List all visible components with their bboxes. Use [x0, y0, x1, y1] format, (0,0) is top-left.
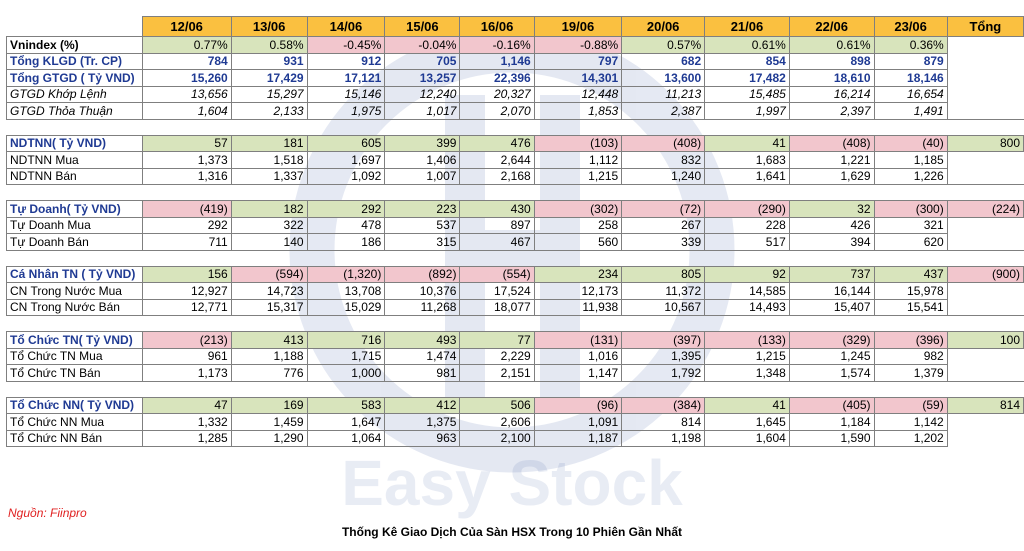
value-cell: 14,723 [231, 283, 307, 300]
value-cell: 537 [385, 217, 460, 234]
value-cell: 12,173 [534, 283, 622, 300]
value-cell: 1,590 [789, 430, 874, 447]
total-cell [947, 283, 1023, 300]
value-cell: 1,112 [534, 152, 622, 169]
value-cell: (131) [534, 332, 622, 349]
value-cell: 0.77% [142, 37, 231, 54]
row-label: NDTNN( Tỷ VND) [7, 135, 143, 152]
table-row [7, 234, 1024, 251]
header-date: 22/06 [789, 17, 874, 37]
value-cell: 12,240 [385, 86, 460, 103]
value-cell: 1,373 [142, 152, 231, 169]
value-cell: 1,647 [307, 414, 385, 431]
value-cell: 1,202 [874, 430, 947, 447]
total-cell [947, 430, 1023, 447]
value-cell: (594) [231, 266, 307, 283]
source-note: Nguồn: Fiinpro [8, 506, 87, 520]
value-cell: 705 [385, 53, 460, 70]
value-cell: 15,485 [705, 86, 790, 103]
value-cell: 1,017 [385, 103, 460, 120]
value-cell: 1,091 [534, 414, 622, 431]
value-cell: 140 [231, 234, 307, 251]
value-cell: 18,146 [874, 70, 947, 87]
row-label: CN Trong Nước Mua [7, 283, 143, 300]
value-cell: 13,708 [307, 283, 385, 300]
value-cell: 1,491 [874, 103, 947, 120]
value-cell: 1,173 [142, 365, 231, 382]
value-cell: 832 [622, 152, 705, 169]
row-label: Tổ Chức NN Bán [7, 430, 143, 447]
value-cell: 2,100 [460, 430, 534, 447]
value-cell: 11,213 [622, 86, 705, 103]
table-row [7, 266, 1024, 283]
value-cell: 14,585 [705, 283, 790, 300]
value-cell: 1,016 [534, 348, 622, 365]
row-label: Tổ Chức TN Bán [7, 365, 143, 382]
value-cell: 506 [460, 397, 534, 414]
value-cell: 32 [789, 201, 874, 218]
value-cell: 1,853 [534, 103, 622, 120]
table-row [7, 217, 1024, 234]
table-row [7, 332, 1024, 349]
value-cell: (408) [789, 135, 874, 152]
row-label: Tổng KLGD (Tr. CP) [7, 53, 143, 70]
value-cell: 426 [789, 217, 874, 234]
value-cell: (1,320) [307, 266, 385, 283]
value-cell: 22,396 [460, 70, 534, 87]
row-label: Tổ Chức TN Mua [7, 348, 143, 365]
value-cell: 18,077 [460, 299, 534, 316]
header-date: 16/06 [460, 17, 534, 37]
value-cell: 1,147 [534, 365, 622, 382]
value-cell: (396) [874, 332, 947, 349]
value-cell: 1,697 [307, 152, 385, 169]
value-cell: 0.57% [622, 37, 705, 54]
value-cell: 1,332 [142, 414, 231, 431]
value-cell: 169 [231, 397, 307, 414]
value-cell: 1,290 [231, 430, 307, 447]
value-cell: 711 [142, 234, 231, 251]
value-cell: 10,567 [622, 299, 705, 316]
row-label: Tổ Chức NN( Tỷ VND) [7, 397, 143, 414]
value-cell: (103) [534, 135, 622, 152]
table-row [7, 37, 1024, 54]
value-cell: 15,260 [142, 70, 231, 87]
value-cell: 339 [622, 234, 705, 251]
value-cell: 186 [307, 234, 385, 251]
watermark-text: Easy Stock [341, 447, 683, 519]
value-cell: 223 [385, 201, 460, 218]
total-cell [947, 152, 1023, 169]
row-label: Tự Doanh Bán [7, 234, 143, 251]
row-label: GTGD Khớp Lệnh [7, 86, 143, 103]
value-cell: 182 [231, 201, 307, 218]
value-cell: 77 [460, 332, 534, 349]
value-cell: -0.45% [307, 37, 385, 54]
value-cell: 1,395 [622, 348, 705, 365]
value-cell: 2,133 [231, 103, 307, 120]
value-cell: 15,978 [874, 283, 947, 300]
spacer-cell [7, 185, 1024, 201]
spacer-row [7, 381, 1024, 397]
value-cell: 1,629 [789, 168, 874, 185]
value-cell: 493 [385, 332, 460, 349]
value-cell: 1,641 [705, 168, 790, 185]
value-cell: 1,215 [705, 348, 790, 365]
spacer-row [7, 119, 1024, 135]
total-cell: 814 [947, 397, 1023, 414]
value-cell: 476 [460, 135, 534, 152]
value-cell: 682 [622, 53, 705, 70]
value-cell: 1,379 [874, 365, 947, 382]
value-cell: 1,221 [789, 152, 874, 169]
value-cell: 1,337 [231, 168, 307, 185]
value-cell: (59) [874, 397, 947, 414]
total-cell [947, 217, 1023, 234]
table-row [7, 53, 1024, 70]
header-corner [7, 17, 143, 37]
total-cell [947, 103, 1023, 120]
value-cell: 14,301 [534, 70, 622, 87]
value-cell: 292 [142, 217, 231, 234]
value-cell: 18,610 [789, 70, 874, 87]
header-date: 14/06 [307, 17, 385, 37]
value-cell: 13,257 [385, 70, 460, 87]
value-cell: 292 [307, 201, 385, 218]
total-cell [947, 234, 1023, 251]
value-cell: 517 [705, 234, 790, 251]
value-cell: 2,387 [622, 103, 705, 120]
value-cell: 1,474 [385, 348, 460, 365]
value-cell: 1,142 [874, 414, 947, 431]
row-label: GTGD Thỏa Thuận [7, 103, 143, 120]
value-cell: 620 [874, 234, 947, 251]
value-cell: 1,064 [307, 430, 385, 447]
table-row [7, 299, 1024, 316]
value-cell: 10,376 [385, 283, 460, 300]
total-cell [947, 53, 1023, 70]
table-body [7, 37, 1024, 447]
value-cell: 394 [789, 234, 874, 251]
row-label: Tổng GTGD ( Tỷ VND) [7, 70, 143, 87]
table-caption: Thống Kê Giao Dịch Của Sàn HSX Trong 10 Phiên Gần Nhất [341, 525, 683, 539]
total-cell: (900) [947, 266, 1023, 283]
value-cell: 15,146 [307, 86, 385, 103]
spacer-cell [7, 381, 1024, 397]
value-cell: 961 [142, 348, 231, 365]
value-cell: 478 [307, 217, 385, 234]
value-cell: 11,268 [385, 299, 460, 316]
value-cell: (300) [874, 201, 947, 218]
value-cell: 2,168 [460, 168, 534, 185]
header-total: Tổng [947, 17, 1023, 37]
total-cell [947, 168, 1023, 185]
value-cell: 156 [142, 266, 231, 283]
value-cell: 2,606 [460, 414, 534, 431]
value-cell: (892) [385, 266, 460, 283]
header-row [7, 17, 1024, 37]
value-cell: 1,459 [231, 414, 307, 431]
spacer-cell [7, 250, 1024, 266]
value-cell: 1,007 [385, 168, 460, 185]
table-row [7, 365, 1024, 382]
row-label: Vnindex (%) [7, 37, 143, 54]
value-cell: (290) [705, 201, 790, 218]
total-cell [947, 37, 1023, 54]
value-cell: 12,771 [142, 299, 231, 316]
total-cell: 100 [947, 332, 1023, 349]
value-cell: 854 [705, 53, 790, 70]
table-row [7, 397, 1024, 414]
row-label: Tự Doanh( Tỷ VND) [7, 201, 143, 218]
value-cell: 258 [534, 217, 622, 234]
value-cell: 0.36% [874, 37, 947, 54]
value-cell: (96) [534, 397, 622, 414]
value-cell: 437 [874, 266, 947, 283]
value-cell: (384) [622, 397, 705, 414]
value-cell: 1,316 [142, 168, 231, 185]
value-cell: 963 [385, 430, 460, 447]
value-cell: 784 [142, 53, 231, 70]
value-cell: 1,406 [385, 152, 460, 169]
value-cell: 2,397 [789, 103, 874, 120]
value-cell: (329) [789, 332, 874, 349]
header-date: 12/06 [142, 17, 231, 37]
value-cell: 1,187 [534, 430, 622, 447]
table-row [7, 414, 1024, 431]
header-date: 21/06 [705, 17, 790, 37]
value-cell: 47 [142, 397, 231, 414]
value-cell: 1,198 [622, 430, 705, 447]
value-cell: 716 [307, 332, 385, 349]
total-cell [947, 70, 1023, 87]
table-row [7, 348, 1024, 365]
value-cell: 413 [231, 332, 307, 349]
value-cell: 981 [385, 365, 460, 382]
value-cell: (419) [142, 201, 231, 218]
table-row [7, 430, 1024, 447]
value-cell: 0.61% [705, 37, 790, 54]
value-cell: 17,429 [231, 70, 307, 87]
value-cell: 267 [622, 217, 705, 234]
table-row [7, 86, 1024, 103]
table-row [7, 283, 1024, 300]
value-cell: (408) [622, 135, 705, 152]
value-cell: (72) [622, 201, 705, 218]
value-cell: (40) [874, 135, 947, 152]
value-cell: 14,493 [705, 299, 790, 316]
value-cell: 1,092 [307, 168, 385, 185]
header-date: 13/06 [231, 17, 307, 37]
row-label: Tự Doanh Mua [7, 217, 143, 234]
header-date: 19/06 [534, 17, 622, 37]
value-cell: 1,240 [622, 168, 705, 185]
value-cell: 322 [231, 217, 307, 234]
table-row [7, 201, 1024, 218]
value-cell: 879 [874, 53, 947, 70]
spacer-row [7, 185, 1024, 201]
value-cell: 1,000 [307, 365, 385, 382]
value-cell: 57 [142, 135, 231, 152]
row-label: NDTNN Bán [7, 168, 143, 185]
value-cell: 898 [789, 53, 874, 70]
spacer-row [7, 316, 1024, 332]
value-cell: 1,245 [789, 348, 874, 365]
value-cell: 1,518 [231, 152, 307, 169]
value-cell: 1,184 [789, 414, 874, 431]
total-cell [947, 414, 1023, 431]
trading-stats-table [6, 16, 1024, 447]
row-label: Cá Nhân TN ( Tỷ VND) [7, 266, 143, 283]
row-label: CN Trong Nước Bán [7, 299, 143, 316]
table-row [7, 168, 1024, 185]
value-cell: 13,600 [622, 70, 705, 87]
value-cell: 399 [385, 135, 460, 152]
spacer-cell [7, 119, 1024, 135]
spacer-cell [7, 316, 1024, 332]
value-cell: 12,448 [534, 86, 622, 103]
value-cell: 982 [874, 348, 947, 365]
value-cell: 1,645 [705, 414, 790, 431]
header-date: 20/06 [622, 17, 705, 37]
table-row [7, 135, 1024, 152]
row-label: NDTNN Mua [7, 152, 143, 169]
value-cell: 12,927 [142, 283, 231, 300]
value-cell: 16,654 [874, 86, 947, 103]
value-cell: 1,604 [142, 103, 231, 120]
value-cell: (302) [534, 201, 622, 218]
spacer-row [7, 250, 1024, 266]
value-cell: 1,348 [705, 365, 790, 382]
value-cell: 0.58% [231, 37, 307, 54]
header-date: 23/06 [874, 17, 947, 37]
value-cell: 11,372 [622, 283, 705, 300]
value-cell: 321 [874, 217, 947, 234]
value-cell: -0.04% [385, 37, 460, 54]
value-cell: 1,683 [705, 152, 790, 169]
value-cell: 2,229 [460, 348, 534, 365]
value-cell: (405) [789, 397, 874, 414]
value-cell: 931 [231, 53, 307, 70]
total-cell: 800 [947, 135, 1023, 152]
table-row [7, 103, 1024, 120]
table-row [7, 152, 1024, 169]
total-cell [947, 365, 1023, 382]
value-cell: 1,574 [789, 365, 874, 382]
value-cell: 15,541 [874, 299, 947, 316]
value-cell: 912 [307, 53, 385, 70]
value-cell: 737 [789, 266, 874, 283]
value-cell: 776 [231, 365, 307, 382]
value-cell: 2,151 [460, 365, 534, 382]
value-cell: 17,482 [705, 70, 790, 87]
total-cell [947, 299, 1023, 316]
value-cell: 2,644 [460, 152, 534, 169]
row-label: Tổ Chức TN( Tỷ VND) [7, 332, 143, 349]
value-cell: 1,146 [460, 53, 534, 70]
header-date: 15/06 [385, 17, 460, 37]
value-cell: 15,407 [789, 299, 874, 316]
value-cell: 17,524 [460, 283, 534, 300]
value-cell: 605 [307, 135, 385, 152]
value-cell: 1,604 [705, 430, 790, 447]
value-cell: 15,297 [231, 86, 307, 103]
value-cell: (133) [705, 332, 790, 349]
value-cell: 1,975 [307, 103, 385, 120]
value-cell: 17,121 [307, 70, 385, 87]
value-cell: 583 [307, 397, 385, 414]
value-cell: 181 [231, 135, 307, 152]
value-cell: 1,215 [534, 168, 622, 185]
value-cell: -0.88% [534, 37, 622, 54]
value-cell: 897 [460, 217, 534, 234]
value-cell: 805 [622, 266, 705, 283]
value-cell: 2,070 [460, 103, 534, 120]
total-cell [947, 348, 1023, 365]
value-cell: 15,317 [231, 299, 307, 316]
value-cell: 16,144 [789, 283, 874, 300]
value-cell: 1,792 [622, 365, 705, 382]
value-cell: (213) [142, 332, 231, 349]
value-cell: 1,226 [874, 168, 947, 185]
value-cell: 560 [534, 234, 622, 251]
value-cell: 228 [705, 217, 790, 234]
value-cell: 15,029 [307, 299, 385, 316]
value-cell: 1,185 [874, 152, 947, 169]
value-cell: (397) [622, 332, 705, 349]
total-cell: (224) [947, 201, 1023, 218]
value-cell: 1,285 [142, 430, 231, 447]
total-cell [947, 86, 1023, 103]
value-cell: 20,327 [460, 86, 534, 103]
value-cell: 13,656 [142, 86, 231, 103]
value-cell: 11,938 [534, 299, 622, 316]
value-cell: 234 [534, 266, 622, 283]
value-cell: 1,188 [231, 348, 307, 365]
value-cell: 1,375 [385, 414, 460, 431]
value-cell: 797 [534, 53, 622, 70]
value-cell: 1,997 [705, 103, 790, 120]
value-cell: 41 [705, 397, 790, 414]
value-cell: 16,214 [789, 86, 874, 103]
value-cell: 430 [460, 201, 534, 218]
value-cell: 1,715 [307, 348, 385, 365]
table-row [7, 70, 1024, 87]
value-cell: 412 [385, 397, 460, 414]
row-label: Tổ Chức NN Mua [7, 414, 143, 431]
value-cell: 92 [705, 266, 790, 283]
value-cell: (554) [460, 266, 534, 283]
value-cell: 814 [622, 414, 705, 431]
value-cell: 41 [705, 135, 790, 152]
value-cell: 0.61% [789, 37, 874, 54]
value-cell: -0.16% [460, 37, 534, 54]
value-cell: 315 [385, 234, 460, 251]
value-cell: 467 [460, 234, 534, 251]
